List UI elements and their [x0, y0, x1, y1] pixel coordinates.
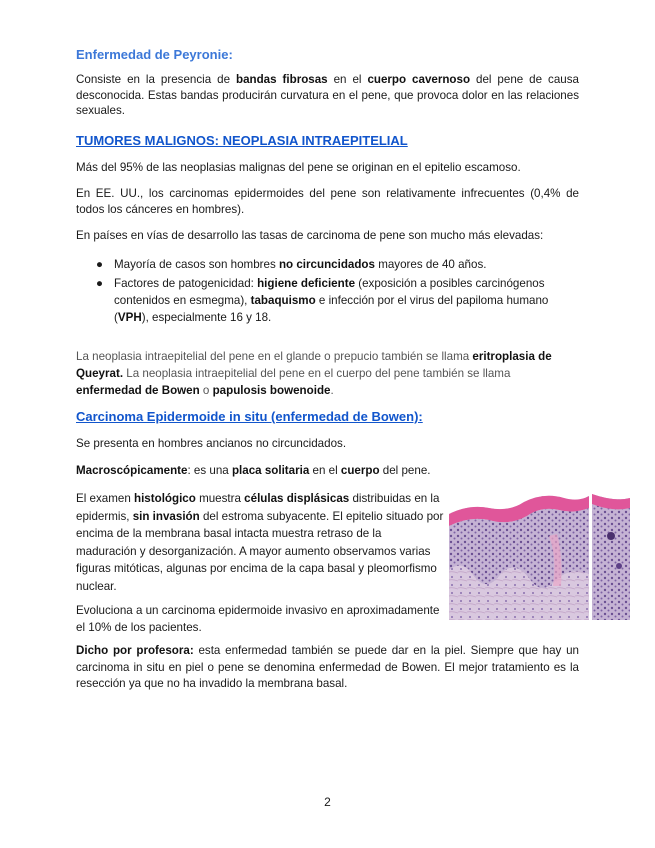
bowen-paragraph-1: Se presenta en hombres ancianos no circuncidados. — [76, 437, 347, 450]
list-item: ● Factores de patogenicidad: higiene deficiente (exposición a posibles carcinógenos contenidos en esmegma), tabaquismo e infección por el virus del papiloma humano (VPH), especialmente 16 y 18. — [96, 277, 549, 324]
histology-paragraph: El examen histológico muestra células displásicas distribuidas en la epidermis, sin invasión del estroma subyacente. El epitelio situado por encima de la membrana basal intacta muestra retraso de la maduración y desorganización. A mayor aumento observamos varias figuras mitóticas, algunas por encima de la capa basal y pleomorfismo nuclear. — [76, 492, 444, 593]
neoplasia-note: La neoplasia intraepitelial del pene en el glande o prepucio también se llama eritroplasia de Queyrat. La neoplasia intraepitelial del pene en el cuerpo del pene también se llama enfermedad de Bowen o papulosis bowenoide. — [76, 350, 552, 397]
professor-note: Dicho por profesora: esta enfermedad también se puede dar en la piel. Siempre que hay un carcinoma in situ en piel o pene se denomina enfermedad de Bowen. El mejor tratamiento es la resección ya que no ha invadido la membrana basal. — [76, 644, 579, 690]
macroscopic-paragraph: Macroscópicamente: es una placa solitaria en el cuerpo del pene. — [76, 464, 431, 477]
bullet-icon: ● — [96, 277, 104, 290]
bullet-icon: ● — [96, 258, 104, 271]
evolution-paragraph: Evoluciona a un carcinoma epidermoide invasivo en aproximadamente el 10% de los pacientes. — [76, 604, 440, 634]
bowen-heading: Carcinoma Epidermoide in situ (enfermedad de Bowen): — [76, 409, 423, 424]
tumores-paragraph-2: En EE. UU., los carcinomas epidermoides del pene son relativamente infrecuentes (0,4% de todos los cánceres en hombres). — [76, 187, 579, 216]
peyronie-paragraph: Consiste en la presencia de bandas fibrosas en el cuerpo cavernoso del pene de causa desconocida. Estas bandas producirán curvatura en el pene, que provoca dolor en las relaciones sexuales. — [76, 73, 579, 117]
tumores-heading: TUMORES MALIGNOS: NEOPLASIA INTRAEPITELIAL — [76, 133, 408, 148]
list-item: ● Mayoría de casos son hombres no circuncidados mayores de 40 años. — [96, 258, 487, 271]
tumores-paragraph-1: Más del 95% de las neoplasias malignas del pene se originan en el epitelio escamoso. — [76, 161, 521, 174]
histology-micrograph — [449, 486, 630, 620]
risk-factor-list — [76, 256, 579, 328]
tumores-paragraph-3: En países en vías de desarrollo las tasas de carcinoma de pene son mucho más elevadas: — [76, 229, 544, 242]
page-number: 2 — [324, 795, 331, 809]
peyronie-heading: Enfermedad de Peyronie: — [76, 47, 233, 62]
